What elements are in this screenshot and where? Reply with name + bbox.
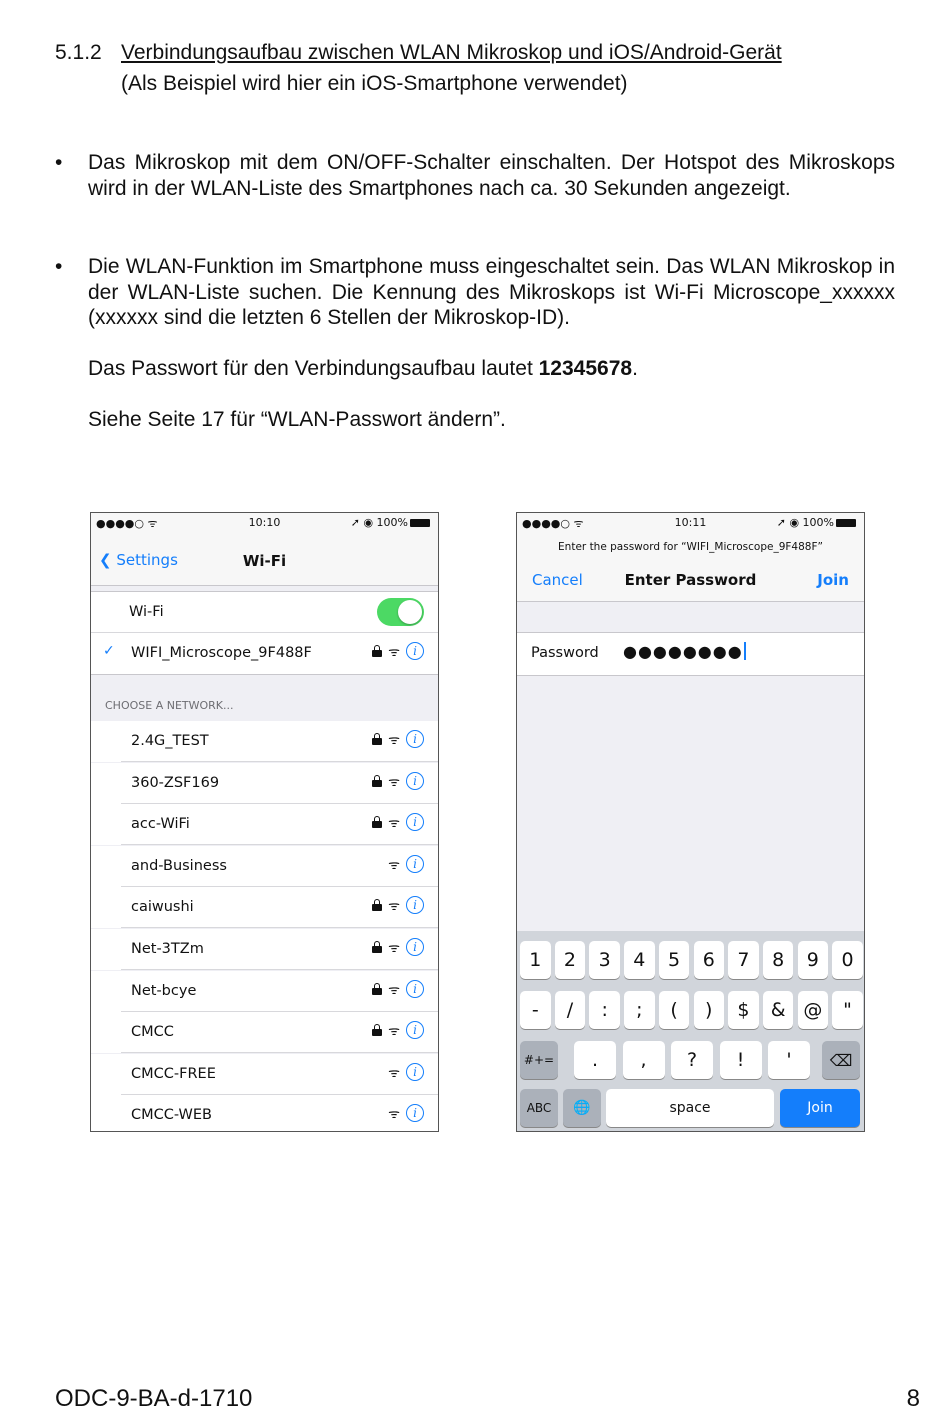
lock-icon xyxy=(372,816,382,828)
space-key[interactable]: space xyxy=(606,1089,774,1127)
lock-icon xyxy=(372,983,382,995)
key[interactable]: . xyxy=(574,1041,616,1079)
bullet-text: Die WLAN-Funktion im Smartphone muss eingeschaltet sein. Das WLAN Mikroskop in der WLAN-Liste suchen. Die Kennung des Mikroskops ist Wi-Fi Microscope_xxxxxx (xxxxxx sind die letzten 6 Stellen der Mikroskop-ID). xyxy=(88,255,895,329)
footer-doc-id: ODC-9-BA-d-1710 xyxy=(55,1385,253,1412)
key[interactable]: 9 xyxy=(798,941,829,979)
cancel-button[interactable]: Cancel xyxy=(532,571,583,589)
status-time: 10:11 xyxy=(674,516,707,529)
network-name: 2.4G_TEST xyxy=(131,733,209,749)
network-name: CMCC-WEB xyxy=(131,1107,212,1124)
key[interactable]: & xyxy=(763,991,794,1029)
key[interactable]: 6 xyxy=(694,941,725,979)
abc-key[interactable]: ABC xyxy=(520,1089,558,1127)
join-key[interactable]: Join xyxy=(780,1089,860,1127)
info-icon[interactable]: i xyxy=(406,855,424,873)
battery-icon: ➚ ◉ 100% xyxy=(351,516,430,529)
key[interactable]: 2 xyxy=(555,941,586,979)
chevron-left-icon: ❮ xyxy=(99,551,112,569)
password-row xyxy=(517,632,864,676)
keyboard xyxy=(517,931,864,1131)
wifi-signal-icon: ᯤ xyxy=(388,857,400,873)
wifi-signal-icon: ᯤ xyxy=(388,733,400,748)
wifi-signal-icon: ᯤ xyxy=(388,899,400,915)
section-header: CHOOSE A NETWORK... xyxy=(105,699,234,712)
key[interactable]: ? xyxy=(671,1041,713,1079)
network-row[interactable] xyxy=(91,763,438,804)
network-row[interactable] xyxy=(91,1095,438,1132)
info-icon[interactable]: i xyxy=(406,772,424,790)
info-icon[interactable]: i xyxy=(406,1104,424,1122)
info-icon[interactable]: i xyxy=(406,642,424,660)
network-name: acc-WiFi xyxy=(131,816,190,833)
info-icon[interactable]: i xyxy=(406,896,424,914)
network-row[interactable] xyxy=(91,1054,438,1095)
status-time: 10:10 xyxy=(248,516,281,529)
lock-icon xyxy=(372,645,382,657)
password-label: Password xyxy=(531,645,599,661)
lock-icon xyxy=(372,941,382,953)
network-row[interactable] xyxy=(91,1012,438,1053)
bullet-icon: • xyxy=(55,151,63,174)
lock-icon xyxy=(372,775,382,787)
network-name: Net-3TZm xyxy=(131,941,204,957)
join-nav-button[interactable]: Join xyxy=(817,571,849,589)
network-row[interactable] xyxy=(91,971,438,1012)
nav-title: Enter Password xyxy=(624,571,757,589)
password-value: 12345678 xyxy=(538,357,633,380)
network-row[interactable] xyxy=(91,846,438,887)
info-icon[interactable]: i xyxy=(406,1021,424,1039)
key[interactable]: 7 xyxy=(728,941,759,979)
key[interactable]: 1 xyxy=(520,941,551,979)
symbols-key[interactable]: #+= xyxy=(520,1041,558,1079)
wifi-signal-icon: ᯤ xyxy=(388,774,400,790)
bullet-item xyxy=(55,254,895,331)
lock-icon xyxy=(372,733,382,745)
status-bar xyxy=(517,513,864,533)
signal-icon: ●●●●○ ᯤ xyxy=(522,517,584,530)
globe-icon[interactable]: 🌐 xyxy=(563,1089,601,1127)
wifi-signal-icon: ᯤ xyxy=(388,941,400,956)
wifi-signal-icon: ᯤ xyxy=(388,645,400,660)
password-prompt: Enter the password for “WIFI_Microscope_9F488F” xyxy=(558,541,823,553)
info-icon[interactable]: i xyxy=(406,730,424,748)
network-row[interactable] xyxy=(91,887,438,928)
bullet-text: Das Mikroskop mit dem ON/OFF-Schalter einschalten. Der Hotspot des Mikroskops wird in der WLAN-Liste des Smartphones nach ca. 30 Sekunden angezeigt. xyxy=(88,151,895,200)
key[interactable]: 4 xyxy=(624,941,655,979)
footer-page-number: 8 xyxy=(906,1385,920,1412)
battery-percent: 100% xyxy=(802,516,834,529)
battery-icon: ➚ ◉ 100% xyxy=(777,516,856,529)
password-field[interactable]: ●●●●●●●● xyxy=(623,642,746,661)
info-icon[interactable]: i xyxy=(406,938,424,956)
key[interactable]: - xyxy=(520,991,551,1029)
wifi-signal-icon: ᯤ xyxy=(388,982,400,998)
key[interactable]: " xyxy=(832,991,863,1029)
key[interactable]: @ xyxy=(798,991,829,1029)
network-name: CMCC-FREE xyxy=(131,1065,216,1082)
key[interactable]: ' xyxy=(768,1041,810,1079)
wifi-signal-icon: ᯤ xyxy=(388,1107,400,1123)
phone-screenshot-wifi-list xyxy=(90,512,439,1132)
password-prefix: Das Passwort für den Verbindungsaufbau lautet xyxy=(88,357,539,380)
battery-percent: 100% xyxy=(376,516,408,529)
section-heading xyxy=(55,40,782,66)
see-page-paragraph: Siehe Seite 17 für “WLAN-Passwort ändern”. xyxy=(88,408,506,431)
lock-icon xyxy=(372,1024,382,1036)
signal-icon: ●●●●○ ᯤ xyxy=(96,517,158,530)
key[interactable]: 5 xyxy=(659,941,690,979)
backspace-key-icon[interactable]: ⌫ xyxy=(822,1041,860,1079)
wifi-toggle-row xyxy=(91,591,438,633)
key[interactable]: $ xyxy=(728,991,759,1029)
network-name: Net-bcye xyxy=(131,982,197,999)
key[interactable]: ! xyxy=(720,1041,762,1079)
wifi-label: Wi-Fi xyxy=(129,604,164,620)
key[interactable]: ) xyxy=(694,991,725,1029)
checkmark-icon: ✓ xyxy=(103,643,115,659)
back-button[interactable]: ❮ Settings xyxy=(99,551,178,569)
network-name: 360-ZSF169 xyxy=(131,774,220,791)
key[interactable]: ; xyxy=(624,991,655,1029)
wifi-signal-icon: ᯤ xyxy=(388,1024,400,1040)
info-icon[interactable]: i xyxy=(406,813,424,831)
key[interactable]: ( xyxy=(659,991,690,1029)
key[interactable]: 3 xyxy=(589,941,620,979)
status-bar xyxy=(91,513,438,533)
key[interactable]: , xyxy=(623,1041,665,1079)
bullet-icon: • xyxy=(55,255,63,278)
section-number: 5.1.2 xyxy=(55,41,102,64)
section-subtitle: (Als Beispiel wird hier ein iOS-Smartphone verwendet) xyxy=(121,72,628,95)
wifi-signal-icon: ᯤ xyxy=(388,1065,400,1081)
network-row[interactable] xyxy=(91,804,438,845)
info-icon[interactable]: i xyxy=(406,1063,424,1081)
key[interactable]: / xyxy=(555,991,586,1029)
nav-title: Wi-Fi xyxy=(242,552,287,570)
lock-icon xyxy=(372,899,382,911)
connected-network-row[interactable] xyxy=(91,633,438,675)
wifi-toggle[interactable] xyxy=(377,598,424,626)
key[interactable]: 0 xyxy=(832,941,863,979)
key[interactable]: : xyxy=(589,991,620,1029)
nav-bar xyxy=(91,533,438,586)
wifi-signal-icon: ᯤ xyxy=(388,816,400,832)
network-name: CMCC xyxy=(131,1024,174,1041)
network-name: and-Business xyxy=(131,857,227,874)
network-name: caiwushi xyxy=(131,899,194,916)
info-icon[interactable]: i xyxy=(406,980,424,998)
key[interactable]: 8 xyxy=(763,941,794,979)
section-title: Verbindungsaufbau zwischen WLAN Mikroskop und iOS/Android-Gerät xyxy=(121,41,782,64)
password-suffix: . xyxy=(632,357,638,380)
bullet-item xyxy=(55,150,895,201)
network-row[interactable] xyxy=(91,721,438,762)
password-paragraph xyxy=(88,356,638,382)
network-row[interactable] xyxy=(91,929,438,970)
phone-screenshot-enter-password xyxy=(516,512,865,1132)
connected-network-name: WIFI_Microscope_9F488F xyxy=(131,645,312,661)
